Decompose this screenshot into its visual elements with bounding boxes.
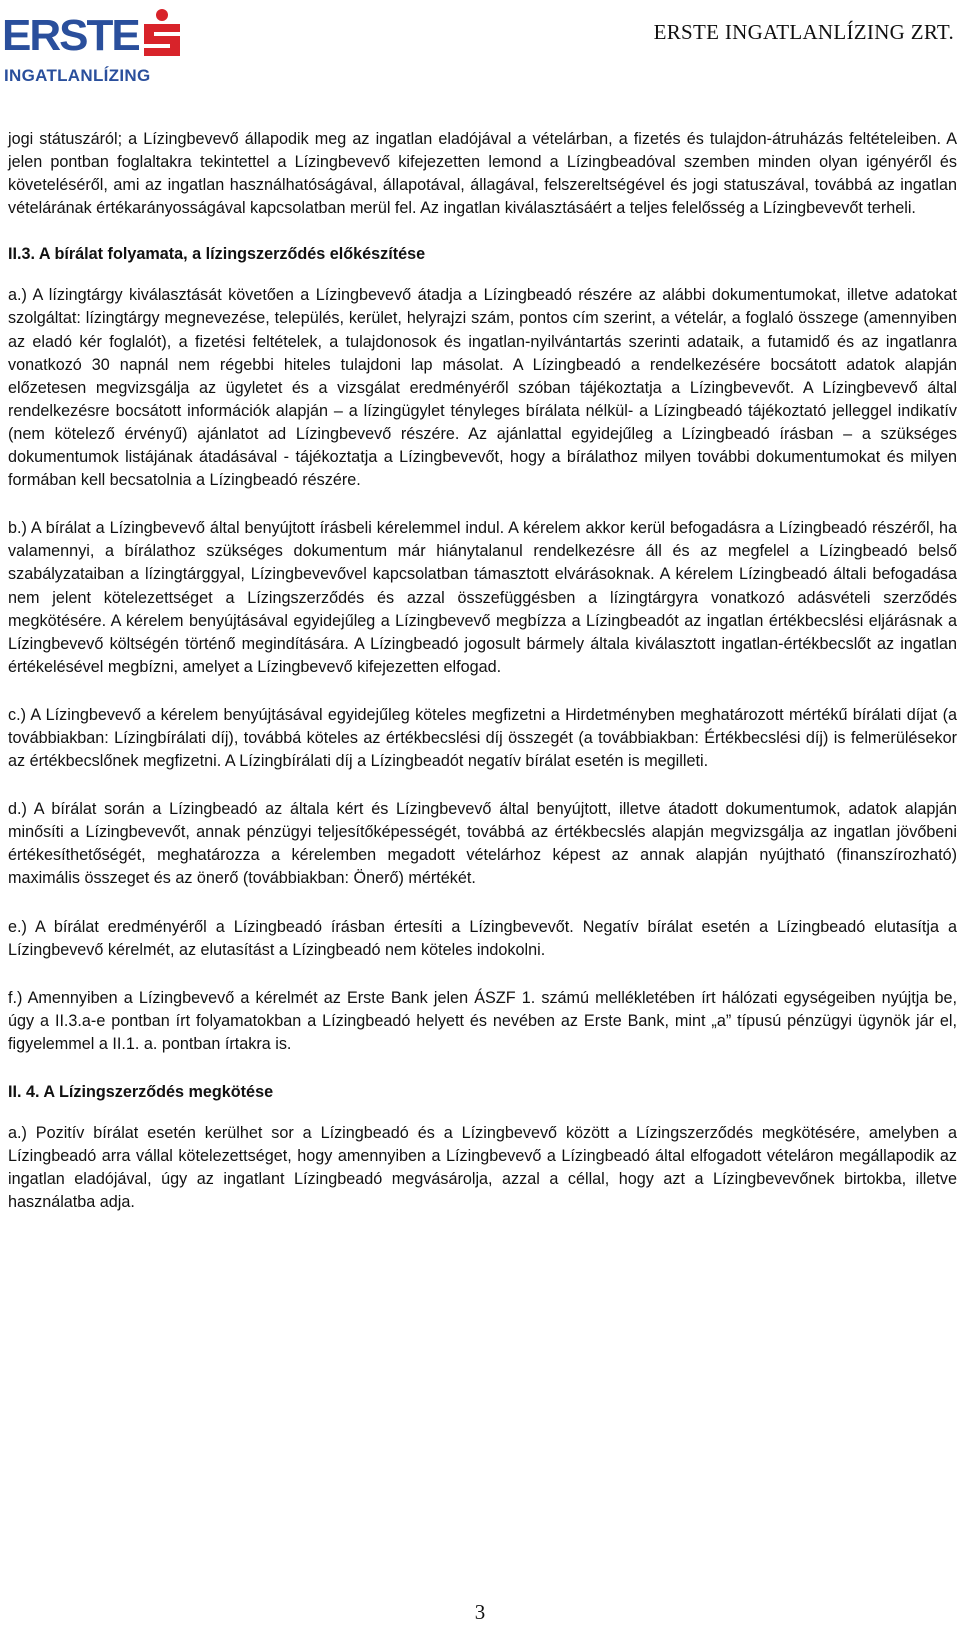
erste-logo <box>0 6 185 86</box>
erste-s-mark-icon <box>140 8 184 60</box>
paragraph-a: a.) A lízingtárgy kiválasztását követően a Lízingbevevő átadja a Lízingbeadó részére az alábbi dokumentumokat, illetve adatokat szolgáltat: lízingtárgy megnevezése, település, kerület, helyrajzi szám, pontos cím szerint, a vételár, a foglaló összege (amennyiben az eladó kér foglalót), a fizetési feltételek, a tulajdonosok és ingatlan-nyilvántartás szerinti adataik, a futamidő és az ingatlanra vonatkozó 30 napnál nem régebbi hiteles tulajdoni lap másolat. A Lízingbeadó a rendelkezésére bocsátott adatok alapján előzetesen megvizsgálja az ügyletet és a vizsgálat eredményéről szóban tájékoztatja a Lízingbevevőt. A Lízingbevevő által rendelkezésre bocsátott információk alapján – a lízingügylet tényleges bírálata nélkül- a Lízingbeadó tájékoztató jelleggel indikatív (nem kötelező érvényű) ajánlatot ad Lízingbevevő részére. Az ajánlattal egyidejűleg a Lízingbeadó írásban – a szükséges dokumentumok listájának átadásával - tájékoztatja a Lízingbevevőt, hogy a bírálathoz milyen további dokumentumokat és milyen formában kell becsatolnia a Lízingbeadó részére. <box>8 286 957 490</box>
paragraph-continuation: jogi státuszáról; a Lízingbevevő állapodik meg az ingatlan eladójával a vételárban, a fizetés és tulajdon-átruházás feltételeiben. A jelen pontban foglaltakra tekintettel a Lízingbevevő kifejezetten lemond a Lízingbeadóval szemben minden olyan igényéről és követeléséről, ami az ingatlan használhatóságával, állapotával, állagával, felszereltségével és jogi statuszával, továbbá az ingatlan vételárának értékarányosságával kapcsolatban merül fel. Az ingatlan kiválasztásáért a teljes felelősség a Lízingbevevőt terheli. <box>8 130 957 218</box>
paragraph-f: f.) Amennyiben a Lízingbevevő a kérelmét az Erste Bank jelen ÁSZF 1. számú mellékletében írt hálózati egységeiben nyújtja be, úgy a II.3.a-e pontban írt folyamatokban a Lízingbeadó helyett és nevében az Erste Bank, mint „a” típusú pénzügyi ügynök jár el, figyelemmel a II.1. a. pontban írtakra is. <box>8 988 957 1053</box>
company-name: ERSTE INGATLANLÍZING ZRT. <box>653 20 954 44</box>
logo-subtitle: INGATLANLÍZING <box>4 66 151 85</box>
paragraph-c: c.) A Lízingbevevő a kérelem benyújtásával egyidejűleg köteles megfizetni a Hirdetményben meghatározott mértékű bírálati díjat (a továbbiakban: Lízingbírálati díj), továbbá köteles az értékbecslési díj összegét (a továbbiakban: Értékbecslési díj) is felmerülésekor az értékbecslőnek megfizetni. A Lízingbírálati díj a Lízingbeadót negatív bírálat esetén is megilleti. <box>8 705 957 771</box>
page-number: 3 <box>474 1600 486 1624</box>
section-heading-ii-3: II.3. A bírálat folyamata, a lízingszerződés előkészítése <box>8 245 426 264</box>
paragraph-e: e.) A bírálat eredményéről a Lízingbeadó írásban értesíti a Lízingbevevőt. Negatív bírálat esetén a Lízingbeadó elutasítja a Lízingbevevő kérelmét, az elutasítást a Lízingbeadó nem köteles indokolni. <box>8 917 957 959</box>
paragraph-b: b.) A bírálat a Lízingbevevő által benyújtott írásbeli kérelemmel indul. A kérelem akkor kerül befogadásra a Lízingbeadó részéről, ha valamennyi, a bírálathoz szükséges dokumentum már hiánytalanul rendelkezésre áll és az megfelel a Lízingbeadó belső szabályzataiban a lízingtárggyal, Lízingbevevővel kapcsolatban támasztott elvárásoknak. A kérelem Lízingbeadó általi befogadása nem jelent kötelezettséget a Lízingszerződés és azzal összefüggésben a lízingtárgyra vonatkozó adásvételi szerződés megkötésére. A kérelem benyújtásával egyidejűleg a Lízingbevevő megbízza a Lízingbeadót az ingatlan értékbecslési eljárásnak a Lízingbevevő költségén történő megindítására. A Lízingbeadó jogosult bármely általa kiválasztott ingatlan-értékbecslőt az ingatlan értékelésével megbízni, amelyet a Lízingbevevő kifejezetten elfogad. <box>8 519 957 676</box>
section-heading-ii-4: II. 4. A Lízingszerződés megkötése <box>8 1083 274 1101</box>
page-header <box>0 0 960 100</box>
logo-brand-text: ERSTE <box>2 11 139 60</box>
paragraph-d: d.) A bírálat során a Lízingbeadó az általa kért és Lízingbevevő által benyújtott, illetve átadott dokumentumok, adatok alapján minősíti a Lízingbevevőt, annak pénzügyi teljesítőképességét, továbbá az értékbecslés alapján megvizsgálja az ingatlan jövőbeni értékesíthetőségét, meghatározza a kérelemben megadott vételárhoz képest az annak alapján nyújtható (finanszírozható) maximális összeget és az önerő (továbbiakban: Önerő) mértékét. <box>8 800 957 888</box>
paragraph-ii-4-a: a.) Pozitív bírálat esetén kerülhet sor a Lízingbeadó és a Lízingbevevő között a Lízingszerződés megkötésére, amelyben a Lízingbeadó arra vállal kötelezettséget, hogy amennyiben a Lízingbevevő a Lízingbeadó által elfogadott vételáron megállapodik az ingatlan eladójával, úgy az ingatlant Lízingbeadó megvásárolja, azzal a céllal, hogy azt a Lízingbevevőnek birtokba, illetve használatba adja. <box>8 1124 957 1212</box>
document-body <box>8 128 957 1239</box>
